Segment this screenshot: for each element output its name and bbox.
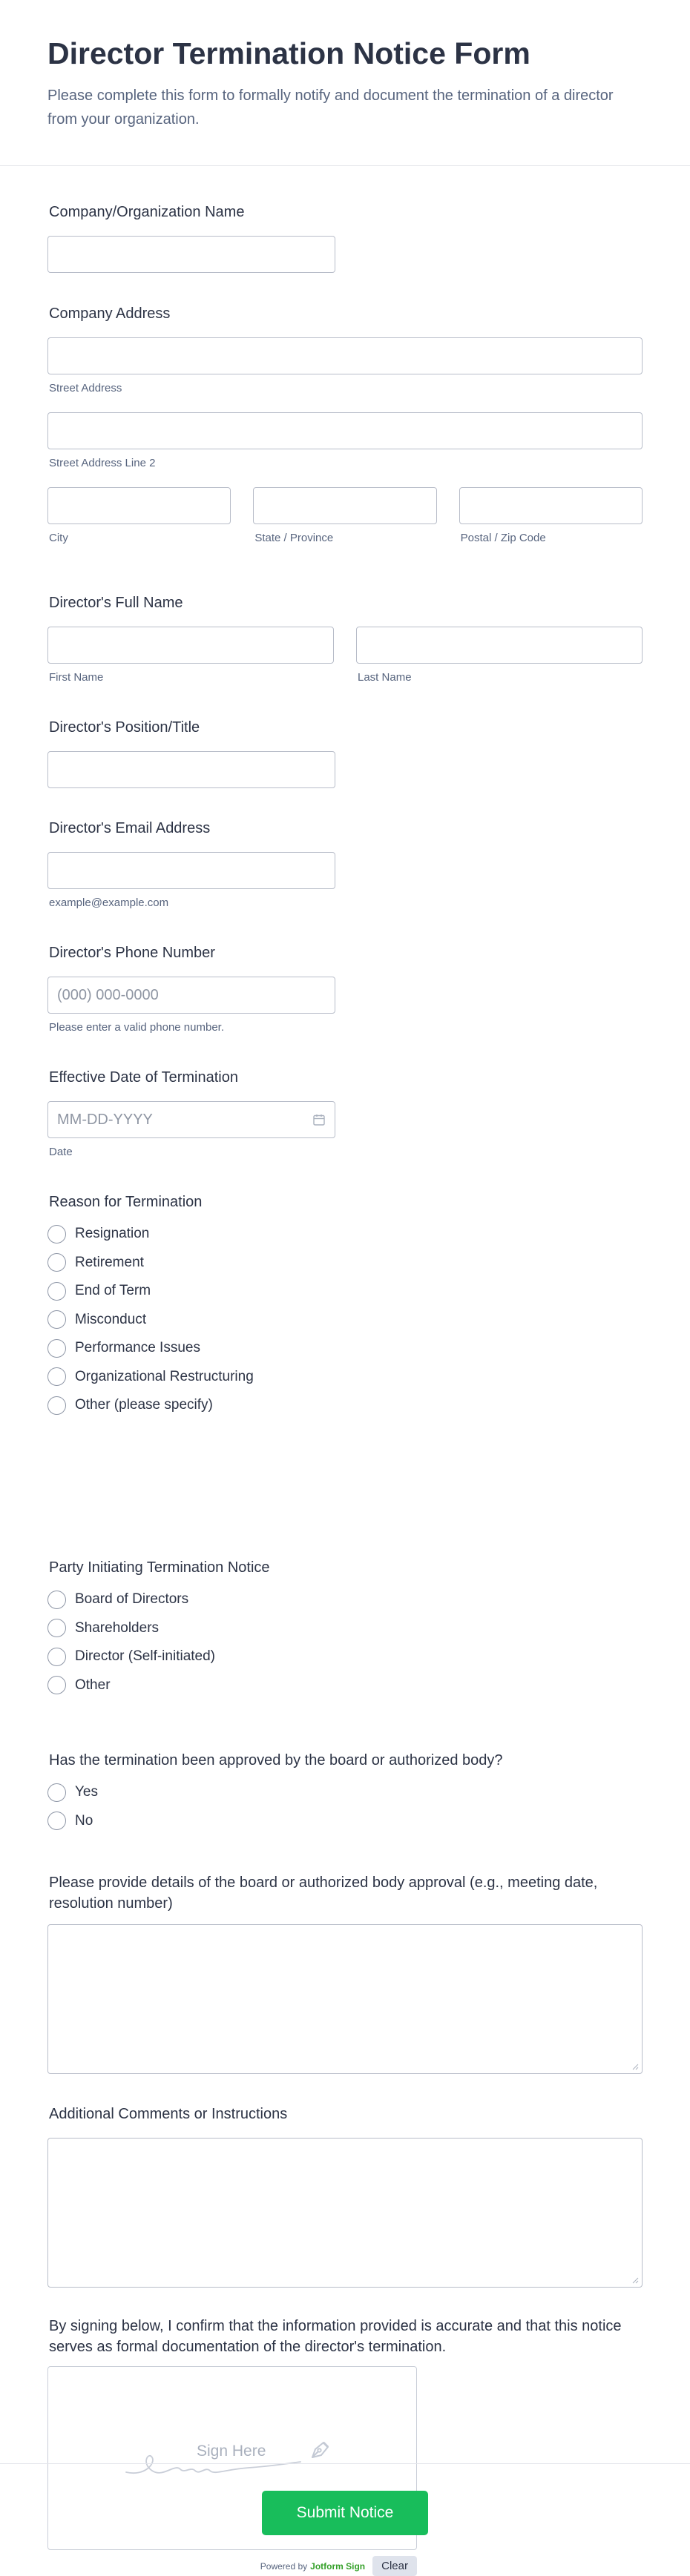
party-option[interactable] (47, 1642, 643, 1671)
calendar-icon[interactable] (312, 1113, 326, 1126)
comments-label: Additional Comments or Instructions (49, 2106, 288, 2123)
termination-date-input[interactable] (47, 1101, 335, 1138)
resize-grip-icon[interactable] (631, 2063, 639, 2070)
jotform-sign-brand[interactable]: Jotform Sign (310, 2560, 366, 2572)
approval-option[interactable] (47, 1778, 643, 1807)
state-input[interactable] (253, 487, 436, 524)
reason-option[interactable] (47, 1277, 643, 1306)
termination-date-field (47, 1067, 643, 1158)
radio-button[interactable] (47, 1367, 66, 1386)
position-field (47, 717, 643, 788)
radio-option-label: Board of Directors (75, 1591, 189, 1608)
comments-textarea[interactable] (47, 2138, 643, 2288)
radio-option-label: Other (75, 1677, 111, 1693)
state-sublabel: State / Province (254, 532, 334, 545)
city-sublabel: City (49, 532, 68, 545)
approval-field (47, 1750, 643, 1835)
city-input[interactable] (47, 487, 231, 524)
form-title: Director Termination Notice Form (47, 36, 530, 70)
street-address-line2-input[interactable] (47, 412, 643, 449)
radio-button[interactable] (47, 1812, 66, 1830)
phone-label: Director's Phone Number (49, 945, 215, 962)
radio-button[interactable] (47, 1619, 66, 1637)
reason-option[interactable] (47, 1306, 643, 1335)
comments-field (47, 2104, 643, 2288)
party-option[interactable] (47, 1585, 643, 1614)
radio-button[interactable] (47, 1648, 66, 1666)
last-name-input[interactable] (356, 627, 643, 664)
director-name-field (47, 592, 643, 684)
phone-field (47, 942, 643, 1034)
form-header (0, 0, 690, 166)
first-name-input[interactable] (47, 627, 334, 664)
reason-option[interactable] (47, 1363, 643, 1392)
resize-grip-icon[interactable] (631, 2276, 639, 2284)
radio-option-label: Organizational Restructuring (75, 1368, 254, 1384)
reason-field (47, 1192, 643, 1420)
signature-label: By signing below, I confirm that the information provided is accurate and that this notice serves as formal documentation of the director's termination. (49, 2318, 622, 2356)
party-label: Party Initiating Termination Notice (49, 1559, 270, 1576)
radio-button[interactable] (47, 1253, 66, 1272)
company-name-input[interactable] (47, 236, 335, 273)
party-option[interactable] (47, 1671, 643, 1700)
radio-option-label: No (75, 1812, 93, 1829)
radio-option-label: Other (please specify) (75, 1397, 213, 1413)
last-name-sublabel: Last Name (358, 671, 412, 684)
approval-details-field (47, 1872, 643, 2074)
radio-option-label: Resignation (75, 1226, 150, 1242)
radio-button[interactable] (47, 1225, 66, 1244)
radio-option-label: Misconduct (75, 1311, 147, 1327)
zip-input[interactable] (459, 487, 643, 524)
radio-button[interactable] (47, 1591, 66, 1609)
party-field (47, 1557, 643, 1700)
email-input[interactable] (47, 852, 335, 889)
party-options (47, 1585, 643, 1700)
clear-signature-button[interactable]: Clear (372, 2556, 417, 2576)
radio-option-label: End of Term (75, 1283, 151, 1299)
radio-option-label: Retirement (75, 1254, 144, 1270)
reason-options (47, 1220, 643, 1420)
position-input[interactable] (47, 751, 335, 788)
approval-details-label: Please provide details of the board or authorized body approval (e.g., meeting date, resolution number) (49, 1875, 598, 1912)
pen-icon (305, 2437, 333, 2465)
approval-options (47, 1778, 643, 1835)
street-address-input[interactable] (47, 337, 643, 374)
zip-sublabel: Postal / Zip Code (460, 532, 546, 545)
reason-option[interactable] (47, 1220, 643, 1249)
approval-label: Has the termination been approved by the board or authorized body? (49, 1752, 503, 1769)
reason-option[interactable] (47, 1249, 643, 1278)
street-address-line2-sublabel: Street Address Line 2 (49, 457, 156, 470)
company-name-label: Company/Organization Name (49, 204, 245, 221)
position-label: Director's Position/Title (49, 719, 200, 736)
sign-here-text: Sign Here (197, 2443, 266, 2460)
company-address-field (47, 303, 643, 544)
radio-option-label: Director (Self-initiated) (75, 1648, 215, 1665)
radio-option-label: Shareholders (75, 1619, 160, 1636)
phone-sublabel: Please enter a valid phone number. (49, 1021, 224, 1034)
radio-button[interactable] (47, 1396, 66, 1415)
reason-label: Reason for Termination (49, 1194, 203, 1211)
company-name-field (47, 202, 643, 273)
company-address-label: Company Address (49, 306, 171, 323)
email-sublabel: example@example.com (49, 896, 169, 910)
director-name-label: Director's Full Name (49, 595, 183, 612)
party-option[interactable] (47, 1614, 643, 1643)
radio-button[interactable] (47, 1282, 66, 1301)
submit-button[interactable]: Submit Notice (262, 2491, 428, 2535)
first-name-sublabel: First Name (49, 671, 104, 684)
street-address-sublabel: Street Address (49, 382, 122, 395)
radio-button[interactable] (47, 1783, 66, 1802)
email-field (47, 818, 643, 909)
powered-by-text: Powered by (260, 2560, 308, 2572)
form-footer (0, 2463, 690, 2573)
reason-option[interactable] (47, 1391, 643, 1420)
radio-button[interactable] (47, 1310, 66, 1329)
date-placeholder: MM-DD-YYYY (57, 1111, 153, 1128)
termination-date-label: Effective Date of Termination (49, 1069, 238, 1086)
radio-option-label: Yes (75, 1784, 98, 1800)
radio-option-label: Performance Issues (75, 1340, 200, 1356)
phone-placeholder: (000) 000-0000 (57, 986, 159, 1003)
form-subtitle: Please complete this form to formally notify and document the termination of a director from your organization. (47, 87, 614, 128)
radio-button[interactable] (47, 1339, 66, 1358)
email-label: Director's Email Address (49, 820, 211, 837)
radio-button[interactable] (47, 1676, 66, 1694)
approval-option[interactable] (47, 1807, 643, 1836)
reason-option[interactable] (47, 1334, 643, 1363)
approval-details-textarea[interactable] (47, 1924, 643, 2074)
phone-input[interactable] (47, 977, 335, 1014)
date-sublabel: Date (49, 1146, 73, 1159)
